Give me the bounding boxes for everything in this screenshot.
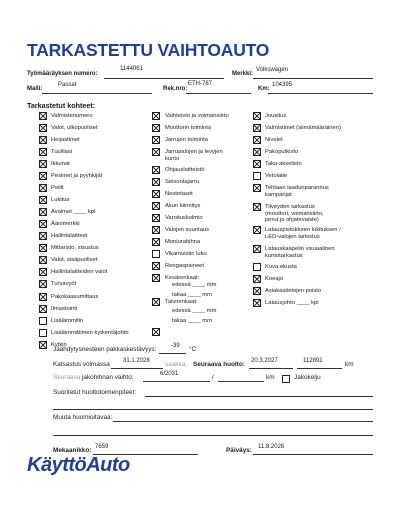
checkbox-col2-8[interactable]: [152, 214, 160, 222]
item-label-col1-13: Hallintalaitteiden valot: [51, 269, 108, 275]
model-value[interactable]: Passat: [58, 82, 77, 88]
checkbox-col3-10[interactable]: [253, 263, 261, 271]
item-label-col2-2: Jarrujen toiminta: [165, 137, 208, 143]
checkbox-col2-2[interactable]: [152, 136, 160, 144]
checkbox-col3-4[interactable]: [253, 160, 261, 168]
checkbox-col1-6[interactable]: [39, 184, 47, 192]
checkbox-col1-19[interactable]: [39, 341, 47, 349]
next-service-km-line: [297, 368, 342, 369]
checkbox-col1-13[interactable]: [39, 268, 47, 276]
services-label: Suoritetut huoltotoimenpiteet:: [53, 389, 137, 396]
timing-value[interactable]: 6/2031: [160, 371, 179, 377]
checkbox-col3-1[interactable]: [253, 124, 261, 132]
item-label-col2-1: Moottorin toiminta: [165, 125, 212, 131]
item-label-col3-9: Latauskaapelin visuaalinen: [265, 246, 335, 252]
item-label-col2-13: Kesärenkaat:: [165, 275, 200, 281]
coolant-line: [159, 353, 186, 354]
next-service-label: Seuraava huolto:: [193, 361, 245, 368]
timing-km-line: [218, 381, 264, 382]
checkbox-col2-11[interactable]: [152, 250, 160, 258]
item-label-col2-5: Seisontajarru: [165, 179, 200, 185]
item-label-col1-12: Valot, sisäpuoliset: [51, 257, 98, 263]
inspection-line: [111, 368, 163, 369]
item-label-col3-2: Nivelet: [265, 137, 283, 143]
checkbox-col1-15[interactable]: [39, 293, 47, 301]
item-label-col1-17: Lisälämmitin: [51, 318, 84, 324]
next-service-km[interactable]: 112891: [303, 358, 323, 364]
item-label2-col2-3: kunto: [165, 156, 180, 162]
checkbox-col3-5[interactable]: [253, 172, 261, 180]
checkbox-col1-0[interactable]: [39, 112, 47, 120]
winter-front-depth: edessä ____ mm: [172, 308, 217, 314]
checkbox-col2-6[interactable]: [152, 190, 160, 198]
model-label: Malli:: [27, 86, 43, 92]
item-label-col2-10: Moniurahihna: [165, 239, 201, 245]
item-label-col3-8: Latauspistokkeen lukituksen /: [265, 227, 341, 233]
timing-chain-checkbox[interactable]: [282, 375, 290, 383]
checkbox-col2-12[interactable]: [152, 262, 160, 270]
reg-label: Rek.nro:: [163, 86, 188, 92]
inspection-value[interactable]: 31.1.2028: [123, 358, 150, 364]
item-label2-col3-8: LED-valojen tarkistus: [265, 233, 320, 240]
coolant-value[interactable]: -39: [171, 343, 180, 349]
item-label-col1-11: Mittaristo, sisustus: [51, 245, 99, 251]
checkbox-col2-9[interactable]: [152, 226, 160, 234]
kayttoauto-logo: KäyttöAuto: [27, 454, 130, 476]
checkbox-col2-7[interactable]: [152, 202, 160, 210]
checkbox-col1-7[interactable]: [39, 196, 47, 204]
item-label-col1-7: Lukitus: [51, 197, 70, 203]
checkbox-col1-16[interactable]: [39, 305, 47, 313]
services-line-1: [145, 396, 373, 397]
summer-rear-depth: takaa ____ mm: [172, 292, 212, 298]
checkbox-col2-0[interactable]: [152, 112, 160, 120]
winter-tires-checkbox[interactable]: [152, 298, 160, 306]
item-label2-col3-7: (moottori, voimansiirto,: [265, 210, 324, 217]
winter-rear-depth: takaa ____ mm: [172, 318, 212, 324]
checkbox-col1-8[interactable]: [39, 208, 47, 216]
reg-value[interactable]: ETH-787: [188, 81, 213, 87]
checkbox-col1-11[interactable]: [39, 244, 47, 252]
checkbox-col1-18[interactable]: [39, 329, 47, 337]
km-line: [268, 93, 373, 94]
checkbox-col3-9[interactable]: [253, 245, 261, 253]
model-line: [42, 93, 152, 94]
checkbox-col3-3[interactable]: [253, 148, 261, 156]
make-label: Merkki:: [232, 71, 254, 77]
checkbox-col2-13[interactable]: [152, 274, 160, 282]
section-title: Tarkastetut kohteet:: [27, 101, 96, 110]
notes-label: Muuta huomioitavaa:: [53, 414, 113, 421]
item-label2-col3-9: kuntotarkastus: [265, 252, 303, 259]
item-label-col2-4: Ohjauslaitteistö: [165, 167, 205, 173]
item-label-col2-0: Vaihteisto ja voimansiirto: [165, 113, 229, 119]
timing-km-unit: km: [266, 374, 275, 381]
checkbox-col2-10[interactable]: [152, 238, 160, 246]
checkbox-col3-11[interactable]: [253, 275, 261, 283]
item-label-col1-16: Ilmastointi: [51, 306, 78, 312]
winter-tires-label: Talvirenkaat:: [165, 299, 198, 305]
checkbox-col2-1[interactable]: [152, 124, 160, 132]
timing-label: jakohihnan vaihto:: [82, 374, 134, 381]
item-label3-col3-7: jarrut ja ohjatevaiste): [265, 217, 319, 223]
item-label-col3-1: Valmistimet (siimämääräinen): [265, 125, 341, 131]
next-service-date-line: [249, 368, 293, 369]
summer-front-depth: edessä ____ mm: [172, 282, 217, 288]
item-label-col2-6: Nestetasot: [165, 191, 193, 197]
item-label-col1-0: Valmistenumero: [51, 113, 93, 119]
item-label-col1-4: Ikkunat: [51, 161, 70, 167]
item-label-col1-2: Heijastimet: [51, 137, 80, 143]
km-value[interactable]: 104395: [272, 82, 293, 88]
checkbox-col1-17[interactable]: [39, 317, 47, 325]
item-label-col1-9: Äänimerkki: [51, 221, 80, 227]
item-label-col3-4: Taka-akselisto: [265, 161, 302, 167]
coolant-label: Jäähdytysnesteen pakkaskestävyys:: [53, 346, 157, 353]
checkbox-col3-8[interactable]: [253, 226, 261, 234]
item-label-col1-3: Tuulilasi: [51, 149, 73, 155]
order-number-value[interactable]: 1144061: [120, 66, 143, 72]
item-label-col3-0: Jousitus: [265, 113, 287, 119]
checkbox-col1-4[interactable]: [39, 160, 47, 168]
item-label-col1-14: Turvavyöt: [51, 281, 77, 287]
order-number-label: Työmääräyksen numero:: [27, 71, 98, 77]
order-number-line: [104, 78, 224, 79]
timing-label-prefix: Seuraava: [53, 374, 81, 381]
services-line-2: [53, 409, 373, 410]
item-label-col3-11: Koeajo: [265, 276, 284, 282]
checkbox-col3-0[interactable]: [253, 112, 261, 120]
item-label-col2-12: Rengaspaineet: [165, 263, 204, 269]
mechanic-label: Mekaanikko:: [53, 447, 92, 454]
checkbox-col1-14[interactable]: [39, 280, 47, 288]
checkbox-col2-4[interactable]: [152, 166, 160, 174]
next-service-date[interactable]: 20.3.2027: [251, 358, 278, 364]
checkbox-col1-1[interactable]: [39, 124, 47, 132]
checkbox-col3-7[interactable]: [253, 203, 261, 211]
checkbox-col2-5[interactable]: [152, 178, 160, 186]
item-label-col1-18: Lisälämmittimen kytkentäjohto: [51, 330, 129, 336]
checkbox-col3-2[interactable]: [253, 136, 261, 144]
item-label-col3-10: Kuva ekusta: [265, 264, 297, 270]
item-label-col1-6: Peilit: [51, 185, 64, 191]
item-label-col3-13: Latausjohto ____ kpl: [265, 300, 319, 306]
timing-slash: /: [212, 374, 214, 381]
item-label-col1-10: Hallintalaitteet: [51, 233, 88, 239]
item-label2-col3-6: kampanjat: [265, 191, 292, 198]
item-label-col1-8: Avaimet ____ kpl: [51, 209, 96, 215]
date-label: Päiväys:: [226, 447, 252, 454]
item-label-col2-11: Vikamuistin luku: [165, 251, 207, 257]
item-label-col3-6: Tehtaan laadunparannus: [265, 185, 329, 191]
item-label-col2-3: Jarrupalojen ja levyjen: [165, 149, 223, 155]
item-label-col3-3: Pakoputkisto: [265, 149, 299, 155]
next-service-km-unit: km: [345, 361, 354, 368]
etukeskiot-checkbox[interactable]: [152, 328, 160, 336]
timing-chain-label: Jakokelju: [294, 374, 321, 381]
item-label-col1-15: Pakokaasumittaus: [51, 294, 99, 300]
checkbox-col1-9[interactable]: [39, 220, 47, 228]
item-label-col1-1: Valot, ulkopuoliset: [51, 125, 98, 131]
coolant-unit: °C: [189, 346, 197, 353]
checkbox-col1-3[interactable]: [39, 148, 47, 156]
item-label-col1-5: Pesimet ja pyyhkijät: [51, 173, 103, 179]
timing-line: [143, 381, 210, 382]
inspection-label: Katsastus voimassa: [53, 361, 110, 368]
notes-line-1: [113, 421, 373, 422]
checkbox-col1-5[interactable]: [39, 172, 47, 180]
notes-line-2: [53, 435, 373, 436]
checkbox-col1-12[interactable]: [39, 256, 47, 264]
date-value[interactable]: 11.8.2026: [258, 444, 285, 450]
make-line: [253, 78, 373, 79]
item-label-col2-7: Akun kiinnitys: [165, 203, 201, 209]
item-label-col3-12: Asiakastietojen poisto: [265, 288, 322, 294]
checkbox-col1-2[interactable]: [39, 136, 47, 144]
mechanic-value[interactable]: 7659: [95, 444, 109, 450]
page-title: TARKASTETTU VAIHTOAUTO: [27, 40, 270, 60]
make-value[interactable]: Volkswagen: [256, 67, 289, 73]
item-label-col3-5: Vetolaite: [265, 173, 288, 179]
date-line: [253, 454, 373, 455]
item-label-col2-8: Varoituskolmio: [165, 215, 203, 221]
km-label: Km:: [258, 86, 270, 92]
checkbox-col2-3[interactable]: [152, 148, 160, 156]
checkbox-col3-12[interactable]: [253, 287, 261, 295]
item-label-col1-19: Kytkin: [51, 342, 67, 348]
item-label-col3-7: Tilveyden tarkastus: [265, 204, 315, 210]
checkbox-col1-10[interactable]: [39, 232, 47, 240]
checkbox-col3-6[interactable]: [253, 184, 261, 192]
reg-line: [186, 93, 251, 94]
item-label-col2-9: Valojen suuntaus: [165, 227, 210, 233]
checkbox-col3-13[interactable]: [253, 299, 261, 307]
inspection-suffix: saakka.: [165, 361, 188, 368]
